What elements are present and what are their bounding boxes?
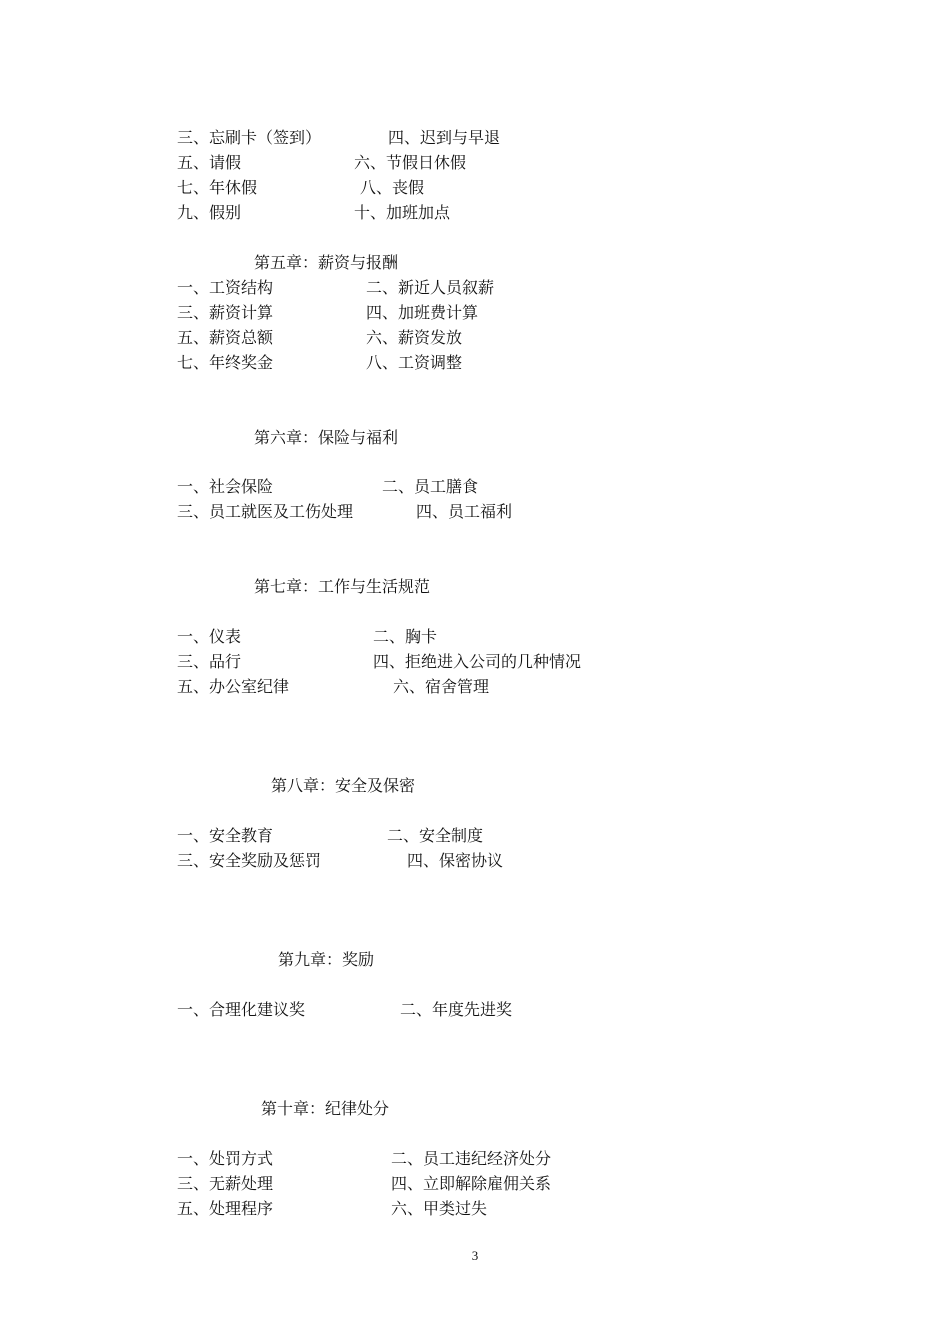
list-item: 八、丧假 xyxy=(360,178,425,197)
list-item: 三、员工就医及工伤处理 xyxy=(177,502,354,521)
list-item: 四、拒绝进入公司的几种情况 xyxy=(373,652,582,671)
list-item: 二、员工膳食 xyxy=(382,477,479,496)
list-item: 一、处罚方式 xyxy=(177,1149,274,1168)
list-item: 二、安全制度 xyxy=(387,826,484,845)
list-item: 三、忘刷卡（签到） xyxy=(177,128,322,147)
list-item: 四、保密协议 xyxy=(407,851,504,870)
list-item: 五、办公室纪律 xyxy=(177,677,290,696)
list-item: 五、请假 xyxy=(177,153,242,172)
list-item: 四、迟到与早退 xyxy=(388,128,501,147)
list-item: 五、处理程序 xyxy=(177,1199,274,1218)
list-item: 八、工资调整 xyxy=(366,353,463,372)
chapter-heading: 第五章：薪资与报酬 xyxy=(254,253,399,272)
chapter-heading: 第八章：安全及保密 xyxy=(271,776,416,795)
list-item: 七、年终奖金 xyxy=(177,353,274,372)
list-item: 二、新近人员叙薪 xyxy=(366,278,495,297)
list-item: 一、仪表 xyxy=(177,627,242,646)
list-item: 五、薪资总额 xyxy=(177,328,274,347)
list-item: 六、节假日休假 xyxy=(354,153,467,172)
list-item: 二、年度先进奖 xyxy=(400,1000,513,1019)
list-item: 一、工资结构 xyxy=(177,278,274,297)
chapter-heading: 第七章：工作与生活规范 xyxy=(254,577,431,596)
page-number: 3 xyxy=(471,1248,479,1263)
list-item: 一、安全教育 xyxy=(177,826,274,845)
list-item: 三、品行 xyxy=(177,652,242,671)
list-item: 六、薪资发放 xyxy=(366,328,463,347)
list-item: 三、无薪处理 xyxy=(177,1174,274,1193)
list-item: 二、员工违纪经济处分 xyxy=(391,1149,552,1168)
list-item: 十、加班加点 xyxy=(354,203,451,222)
list-item: 六、宿舍管理 xyxy=(393,677,490,696)
chapter-heading: 第十章：纪律处分 xyxy=(261,1099,390,1118)
chapter-heading: 第九章：奖励 xyxy=(278,950,375,969)
list-item: 七、年休假 xyxy=(177,178,258,197)
list-item: 六、甲类过失 xyxy=(391,1199,488,1218)
list-item: 二、胸卡 xyxy=(373,627,438,646)
list-item: 四、员工福利 xyxy=(416,502,513,521)
list-item: 一、社会保险 xyxy=(177,477,274,496)
list-item: 三、薪资计算 xyxy=(177,303,274,322)
list-item: 四、加班费计算 xyxy=(366,303,479,322)
list-item: 三、安全奖励及惩罚 xyxy=(177,851,322,870)
list-item: 四、立即解除雇佣关系 xyxy=(391,1174,552,1193)
list-item: 九、假别 xyxy=(177,203,242,222)
list-item: 一、合理化建议奖 xyxy=(177,1000,306,1019)
chapter-heading: 第六章：保险与福利 xyxy=(254,428,399,447)
